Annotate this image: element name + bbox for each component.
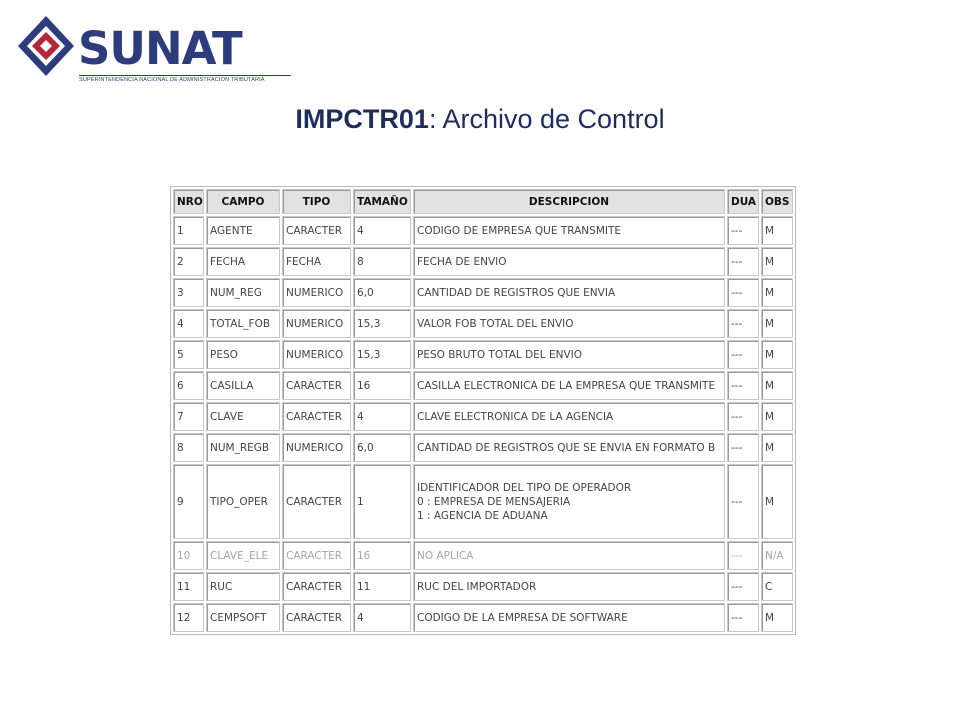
cell-tipo: CARACTER [282, 216, 351, 245]
cell-obs: M [761, 464, 793, 539]
cell-campo: RUC [206, 572, 280, 601]
cell-tipo: NUMERICO [282, 309, 351, 338]
cell-descripcion: VALOR FOB TOTAL DEL ENVIO [413, 309, 725, 338]
cell-descripcion: PESO BRUTO TOTAL DEL ENVIO [413, 340, 725, 369]
table-row [173, 278, 793, 307]
header-nro: NRO [173, 189, 204, 214]
cell-obs: M [761, 216, 793, 245]
title-code: IMPCTR01 [295, 104, 429, 134]
cell-dua: --- [727, 216, 759, 245]
cell-nro: 6 [173, 371, 204, 400]
title-text: : Archivo de Control [428, 104, 665, 134]
cell-descripcion: NO APLICA [413, 541, 725, 570]
cell-obs: M [761, 278, 793, 307]
cell-tamano: 4 [353, 402, 411, 431]
header-tipo: TIPO [282, 189, 351, 214]
cell-descripcion: CANTIDAD DE REGISTROS QUE ENVIA [413, 278, 725, 307]
cell-nro: 7 [173, 402, 204, 431]
table-row [173, 541, 793, 570]
table-row [173, 371, 793, 400]
cell-tamano: 16 [353, 541, 411, 570]
cell-descripcion: CASILLA ELECTRONICA DE LA EMPRESA QUE TRANSMITE [413, 371, 725, 400]
cell-campo: CLAVE [206, 402, 280, 431]
cell-campo: NUM_REGB [206, 433, 280, 462]
cell-tipo: FECHA [282, 247, 351, 276]
cell-nro: 10 [173, 541, 204, 570]
cell-tamano: 15,3 [353, 309, 411, 338]
cell-tamano: 15,3 [353, 340, 411, 369]
cell-obs: C [761, 572, 793, 601]
cell-dua: --- [727, 340, 759, 369]
cell-dua: --- [727, 464, 759, 539]
cell-dua: --- [727, 603, 759, 632]
cell-descripcion: RUC DEL IMPORTADOR [413, 572, 725, 601]
table-row [173, 340, 793, 369]
page-title [0, 104, 960, 135]
cell-nro: 4 [173, 309, 204, 338]
table-row [173, 247, 793, 276]
cell-descripcion: CLAVE ELECTRONICA DE LA AGENCIA [413, 402, 725, 431]
cell-tamano: 11 [353, 572, 411, 601]
cell-obs: M [761, 603, 793, 632]
sunat-logo [16, 14, 286, 84]
table-row [173, 309, 793, 338]
cell-campo: TOTAL_FOB [206, 309, 280, 338]
cell-campo: CLAVE_ELE [206, 541, 280, 570]
descripcion-line: 1 : AGENCIA DE ADUANA [417, 509, 548, 522]
cell-dua: --- [727, 541, 759, 570]
header-tamano: TAMAÑO [353, 189, 411, 214]
cell-tipo: CARACTER [282, 371, 351, 400]
cell-descripcion: CODIGO DE EMPRESA QUE TRANSMITE [413, 216, 725, 245]
cell-campo: TIPO_OPER [206, 464, 280, 539]
field-spec-table-wrapper [170, 186, 794, 635]
header-campo: CAMPO [206, 189, 280, 214]
cell-nro: 3 [173, 278, 204, 307]
cell-tipo: CARACTER [282, 541, 351, 570]
cell-tipo: NUMERICO [282, 278, 351, 307]
cell-nro: 11 [173, 572, 204, 601]
header-descripcion: DESCRIPCION [413, 189, 725, 214]
table-row [173, 603, 793, 632]
cell-obs: M [761, 402, 793, 431]
cell-campo: CASILLA [206, 371, 280, 400]
cell-tipo: CARACTER [282, 464, 351, 539]
field-spec-table [170, 186, 796, 635]
logo-tagline: SUPERINTENDENCIA NACIONAL DE ADMINISTRACION TRIBUTARIA [79, 75, 291, 83]
cell-descripcion: CODIGO DE LA EMPRESA DE SOFTWARE [413, 603, 725, 632]
sunat-diamond-emblem [16, 14, 76, 78]
descripcion-line: 0 : EMPRESA DE MENSAJERIA [417, 495, 571, 508]
cell-dua: --- [727, 433, 759, 462]
cell-tamano: 16 [353, 371, 411, 400]
cell-nro: 2 [173, 247, 204, 276]
cell-campo: FECHA [206, 247, 280, 276]
cell-obs: M [761, 247, 793, 276]
cell-obs: N/A [761, 541, 793, 570]
cell-nro: 8 [173, 433, 204, 462]
table-row [173, 572, 793, 601]
header-obs: OBS [761, 189, 793, 214]
cell-dua: --- [727, 402, 759, 431]
cell-tipo: NUMERICO [282, 433, 351, 462]
cell-obs: M [761, 309, 793, 338]
cell-campo: AGENTE [206, 216, 280, 245]
cell-campo: PESO [206, 340, 280, 369]
cell-tamano: 8 [353, 247, 411, 276]
cell-nro: 12 [173, 603, 204, 632]
cell-nro: 1 [173, 216, 204, 245]
table-header-row [173, 189, 793, 214]
table-row [173, 216, 793, 245]
cell-dua: --- [727, 572, 759, 601]
cell-descripcion [413, 464, 725, 539]
logo-wordmark: SUNAT [78, 22, 242, 75]
cell-tipo: CARACTER [282, 402, 351, 431]
cell-tipo: CARACTER [282, 603, 351, 632]
cell-nro: 5 [173, 340, 204, 369]
cell-tamano: 6,0 [353, 278, 411, 307]
cell-tamano: 4 [353, 603, 411, 632]
cell-obs: M [761, 371, 793, 400]
cell-tamano: 1 [353, 464, 411, 539]
cell-descripcion: CANTIDAD DE REGISTROS QUE SE ENVIA EN FORMATO B [413, 433, 725, 462]
cell-dua: --- [727, 371, 759, 400]
cell-campo: CEMPSOFT [206, 603, 280, 632]
cell-campo: NUM_REG [206, 278, 280, 307]
cell-dua: --- [727, 309, 759, 338]
cell-dua: --- [727, 247, 759, 276]
table-row [173, 433, 793, 462]
cell-dua: --- [727, 278, 759, 307]
cell-obs: M [761, 433, 793, 462]
table-row [173, 464, 793, 539]
cell-descripcion: FECHA DE ENVIO [413, 247, 725, 276]
cell-tamano: 6,0 [353, 433, 411, 462]
cell-tipo: NUMERICO [282, 340, 351, 369]
descripcion-line: IDENTIFICADOR DEL TIPO DE OPERADOR [417, 481, 632, 494]
cell-nro: 9 [173, 464, 204, 539]
cell-tamano: 4 [353, 216, 411, 245]
cell-tipo: CARACTER [282, 572, 351, 601]
cell-obs: M [761, 340, 793, 369]
header-dua: DUA [727, 189, 759, 214]
table-row [173, 402, 793, 431]
